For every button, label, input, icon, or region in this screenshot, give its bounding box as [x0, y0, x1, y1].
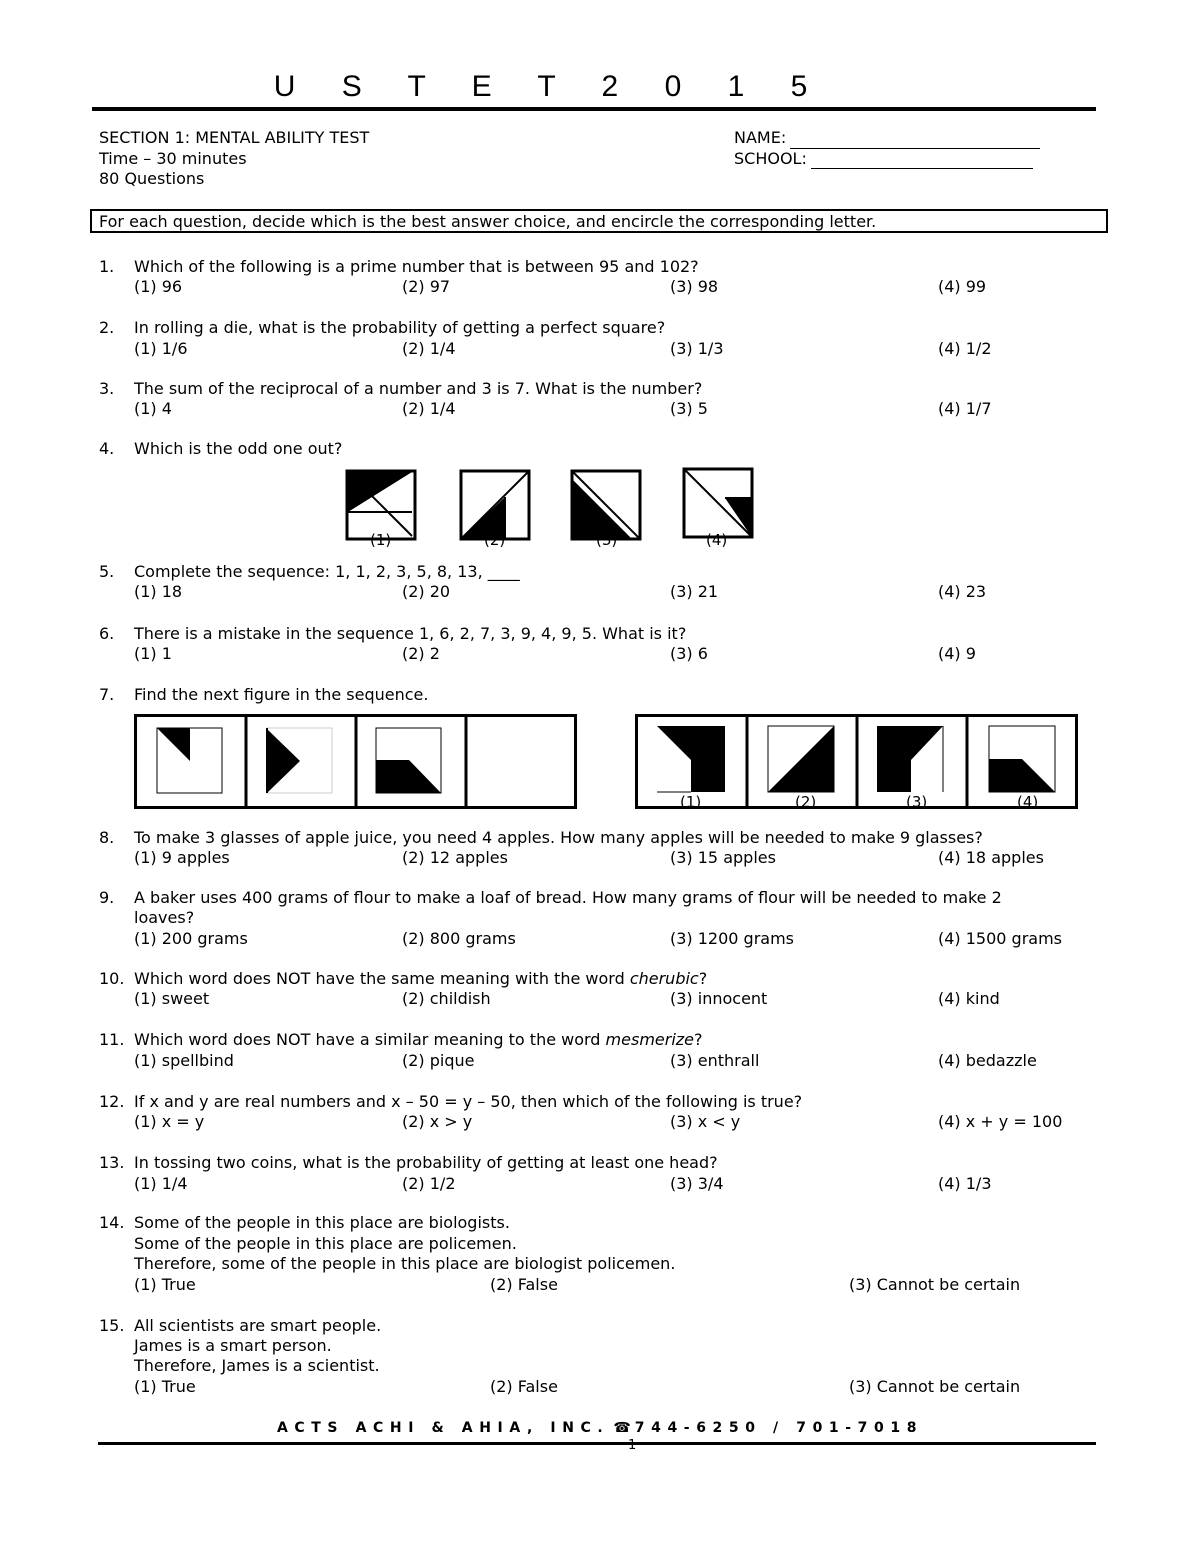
- question-5-option-2[interactable]: (2) 20: [402, 582, 451, 601]
- question-11-text-pre: Which word does NOT have a similar meaning to the word: [134, 1030, 606, 1049]
- question-2-option-2[interactable]: (2) 1/4: [402, 339, 456, 358]
- phone-icon: ☎: [613, 1420, 631, 1436]
- question-15-option-3[interactable]: (3) Cannot be certain: [849, 1377, 1021, 1396]
- question-count: 80 Questions: [99, 169, 205, 188]
- question-6-number: 6.: [99, 624, 115, 643]
- footer-rule: [98, 1442, 1096, 1445]
- q7-answer-option-1[interactable]: [657, 726, 725, 792]
- question-2-option-3[interactable]: (3) 1/3: [670, 339, 724, 358]
- q7-sequence-cell-2: [246, 728, 332, 793]
- school-label: SCHOOL:: [734, 148, 807, 168]
- q4-figure-1-label: (1): [370, 531, 392, 549]
- question-10-option-4[interactable]: (4) kind: [938, 989, 1000, 1008]
- question-9-option-4[interactable]: (4) 1500 grams: [938, 929, 1063, 948]
- question-8-option-1[interactable]: (1) 9 apples: [134, 848, 230, 867]
- question-13-option-1[interactable]: (1) 1/4: [134, 1174, 188, 1193]
- time-limit: Time – 30 minutes: [99, 148, 247, 168]
- question-11-text-post: ?: [694, 1030, 703, 1049]
- question-6-option-4[interactable]: (4) 9: [938, 644, 976, 663]
- q4-figure-3-fill: [573, 480, 631, 538]
- question-13-option-3[interactable]: (3) 3/4: [670, 1174, 724, 1193]
- question-11-keyword: mesmerize: [605, 1030, 695, 1049]
- q7-sequence-cell-1: [157, 728, 222, 793]
- question-6-text: There is a mistake in the sequence 1, 6, 2, 7, 3, 9, 4, 9, 5. What is it?: [134, 624, 687, 643]
- question-7-text: Find the next figure in the sequence.: [134, 685, 429, 704]
- question-11-option-2[interactable]: (2) pique: [402, 1051, 475, 1070]
- page-number: 1: [628, 1438, 637, 1453]
- footer-company: ACTS ACHI & AHIA, INC.: [276, 1420, 610, 1436]
- q7-answer-option-3[interactable]: [877, 726, 943, 792]
- school-row: [734, 149, 1040, 170]
- question-3-number: 3.: [99, 379, 115, 398]
- question-1-option-4[interactable]: (4) 99: [938, 277, 987, 296]
- q7-answer-label-1: (1): [680, 793, 702, 811]
- q7-answer-option-4[interactable]: [989, 726, 1055, 792]
- question-10-text: [134, 969, 707, 990]
- question-1-option-1[interactable]: (1) 96: [134, 277, 183, 296]
- name-label: NAME:: [734, 128, 787, 147]
- question-8-text: To make 3 glasses of apple juice, you need 4 apples. How many apples will be needed to make 9 glasses?: [134, 828, 983, 847]
- title-rule: [92, 107, 1096, 111]
- question-3-option-3[interactable]: (3) 5: [670, 399, 708, 418]
- question-14-line-3: Therefore, some of the people in this place are biologist policemen.: [134, 1254, 676, 1273]
- question-15-line-1: All scientists are smart people.: [134, 1316, 382, 1335]
- question-15-option-1[interactable]: (1) True: [134, 1377, 196, 1396]
- footer-contact: [0, 1420, 1200, 1436]
- question-1-option-2[interactable]: (2) 97: [402, 277, 451, 296]
- q7-answer-strip: [635, 714, 1079, 810]
- question-5-option-1[interactable]: (1) 18: [134, 582, 183, 601]
- question-9-option-2[interactable]: (2) 800 grams: [402, 929, 516, 948]
- question-4-number: 4.: [99, 439, 115, 458]
- question-14-option-1[interactable]: (1) True: [134, 1275, 196, 1294]
- question-14-line-1: Some of the people in this place are biologists.: [134, 1213, 510, 1232]
- q4-figure-4-fill: [725, 498, 751, 536]
- question-1-option-3[interactable]: (3) 98: [670, 277, 719, 296]
- question-8-number: 8.: [99, 828, 115, 847]
- question-9-option-1[interactable]: (1) 200 grams: [134, 929, 248, 948]
- question-14-number: 14.: [99, 1213, 125, 1232]
- question-9-text-continued: loaves?: [134, 908, 195, 927]
- question-12-option-1[interactable]: (1) x = y: [134, 1112, 205, 1131]
- question-6-option-3[interactable]: (3) 6: [670, 644, 708, 663]
- question-3-text: The sum of the reciprocal of a number and 3 is 7. What is the number?: [134, 379, 703, 398]
- question-13-number: 13.: [99, 1153, 125, 1172]
- question-15-number: 15.: [99, 1316, 125, 1335]
- question-9-text: A baker uses 400 grams of flour to make a loaf of bread. How many grams of flour will be needed to make 2: [134, 888, 1002, 907]
- question-15-line-3: Therefore, James is a scientist.: [134, 1356, 380, 1375]
- section-header: [99, 128, 369, 190]
- question-9-option-3[interactable]: (3) 1200 grams: [670, 929, 795, 948]
- q7-answer-label-3: (3): [906, 793, 928, 811]
- question-10-text-post: ?: [698, 969, 708, 988]
- question-5-text: Complete the sequence: 1, 1, 2, 3, 5, 8, 13, ____: [134, 562, 520, 581]
- question-12-option-2[interactable]: (2) x > y: [402, 1112, 473, 1131]
- instructions-box: For each question, decide which is the best answer choice, and encircle the corresponding letter.: [90, 209, 1108, 233]
- question-7-number: 7.: [99, 685, 115, 704]
- footer-phones: 744-6250 / 701-7018: [634, 1420, 924, 1436]
- question-14-option-3[interactable]: (3) Cannot be certain: [849, 1275, 1021, 1294]
- question-2-text: In rolling a die, what is the probability of getting a perfect square?: [134, 318, 666, 337]
- question-15-line-2: James is a smart person.: [134, 1336, 332, 1355]
- question-1-number: 1.: [99, 257, 115, 276]
- question-10-option-3[interactable]: (3) innocent: [670, 989, 768, 1008]
- page-title: U S T E T 2 0 1 5: [273, 70, 827, 103]
- q4-figure-2-label: (2): [484, 531, 506, 549]
- question-14-line-2: Some of the people in this place are policemen.: [134, 1234, 517, 1253]
- question-1-text: Which of the following is a prime number that is between 95 and 102?: [134, 257, 699, 276]
- question-6-option-1[interactable]: (1) 1: [134, 644, 172, 663]
- q7-answer-option-2[interactable]: [768, 726, 834, 792]
- section-title: SECTION 1: MENTAL ABILITY TEST: [99, 128, 370, 147]
- q4-figure-1-fill: [348, 472, 412, 512]
- question-2-option-4[interactable]: (4) 1/2: [938, 339, 992, 358]
- name-row: [734, 128, 1040, 149]
- q4-figure-2[interactable]: [460, 470, 530, 540]
- student-info: [734, 128, 1040, 169]
- name-field[interactable]: [790, 132, 1040, 149]
- question-13-text: In tossing two coins, what is the probability of getting at least one head?: [134, 1153, 718, 1172]
- question-4-text: Which is the odd one out?: [134, 439, 343, 458]
- question-6-option-2[interactable]: (2) 2: [402, 644, 440, 663]
- question-11-option-4[interactable]: (4) bedazzle: [938, 1051, 1037, 1070]
- question-2-number: 2.: [99, 318, 115, 337]
- question-15-option-2[interactable]: (2) False: [490, 1377, 558, 1396]
- question-12-text: If x and y are real numbers and x – 50 = y – 50, then which of the following is true?: [134, 1092, 803, 1111]
- question-10-keyword: cherubic: [629, 969, 699, 988]
- question-10-option-1[interactable]: (1) sweet: [134, 989, 210, 1008]
- question-14-option-2[interactable]: (2) False: [490, 1275, 558, 1294]
- question-10-option-2[interactable]: (2) childish: [402, 989, 491, 1008]
- question-9-number: 9.: [99, 888, 115, 907]
- question-8-option-3[interactable]: (3) 15 apples: [670, 848, 776, 867]
- question-2-option-1[interactable]: (1) 1/6: [134, 339, 188, 358]
- q4-figure-1[interactable]: [346, 470, 416, 540]
- question-5-option-4[interactable]: (4) 23: [938, 582, 987, 601]
- question-3-option-4[interactable]: (4) 1/7: [938, 399, 992, 418]
- q7-answer-label-2: (2): [795, 793, 817, 811]
- question-8-option-4[interactable]: (4) 18 apples: [938, 848, 1044, 867]
- q4-figure-4[interactable]: [683, 468, 753, 538]
- question-3-option-1[interactable]: (1) 4: [134, 399, 172, 418]
- question-13-option-2[interactable]: (2) 1/2: [402, 1174, 456, 1193]
- q4-figure-4-label: (4): [706, 531, 728, 549]
- question-3-option-2[interactable]: (2) 1/4: [402, 399, 456, 418]
- question-12-option-4[interactable]: (4) x + y = 100: [938, 1112, 1063, 1131]
- question-5-option-3[interactable]: (3) 21: [670, 582, 719, 601]
- school-field[interactable]: [811, 152, 1033, 169]
- q7-sequence-cell-3: [376, 728, 441, 793]
- q7-answer-label-4: (4): [1017, 793, 1039, 811]
- question-8-option-2[interactable]: (2) 12 apples: [402, 848, 508, 867]
- question-5-number: 5.: [99, 562, 115, 581]
- question-11-option-1[interactable]: (1) spellbind: [134, 1051, 234, 1070]
- q4-figure-3[interactable]: [571, 470, 641, 540]
- question-10-text-pre: Which word does NOT have the same meaning with the word: [134, 969, 630, 988]
- question-11-number: 11.: [99, 1030, 125, 1049]
- question-10-number: 10.: [99, 969, 125, 988]
- question-12-option-3[interactable]: (3) x < y: [670, 1112, 741, 1131]
- question-13-option-4[interactable]: (4) 1/3: [938, 1174, 992, 1193]
- q7-sequence-strip: [134, 714, 578, 810]
- question-11-option-3[interactable]: (3) enthrall: [670, 1051, 760, 1070]
- question-12-number: 12.: [99, 1092, 125, 1111]
- q4-figure-3-label: (3): [596, 531, 618, 549]
- question-11-text: [134, 1030, 703, 1051]
